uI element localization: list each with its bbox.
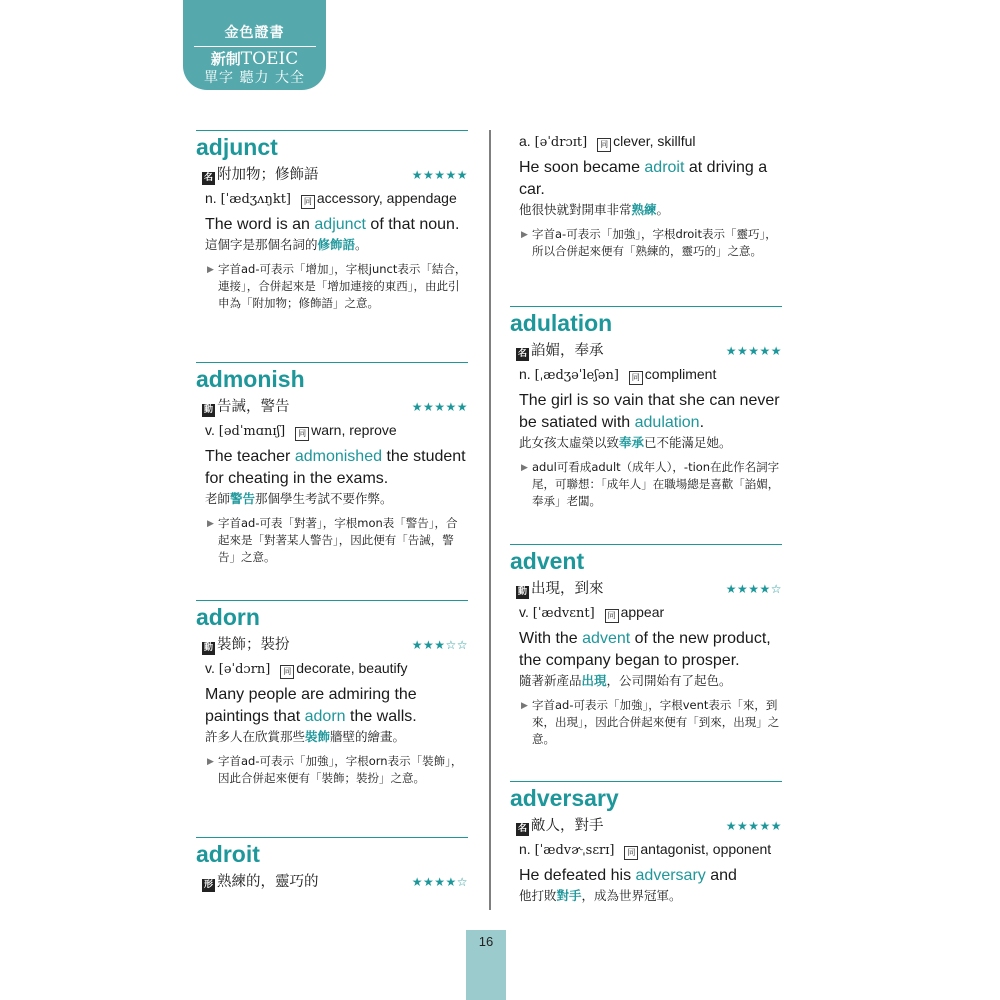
note-text: 字首a-可表示「加強」，字根droit表示「靈巧」，所以合併起來便有「熟練的，靈巧的」之意。 [532, 227, 777, 258]
part-of-speech: a. [519, 133, 531, 149]
pronunciation-row [196, 657, 468, 681]
example-text: With the [519, 630, 583, 647]
rating-stars: ★★★★★ [725, 819, 782, 833]
etymology-note [196, 515, 468, 566]
triangle-bullet-icon: ▶ [207, 757, 214, 767]
translation-highlight: 熟練 [631, 202, 657, 217]
meaning-row [510, 579, 782, 599]
synonyms: accessory, appendage [316, 190, 457, 206]
translation-text: 牆壁的繪畫。 [330, 729, 406, 744]
translation-highlight: 對手 [556, 888, 582, 903]
ipa: [ədˈmɑnɪʃ] [218, 424, 286, 439]
translation-text: 他很快就對開車非常 [519, 202, 632, 217]
pos-badge: 形 [203, 880, 213, 890]
headword: advent [510, 548, 585, 574]
example-highlight: adjunct [314, 216, 366, 233]
entry-rule [510, 544, 782, 545]
synonym-badge: 同 [597, 138, 611, 152]
example-sentence [510, 390, 782, 434]
column-divider [489, 130, 491, 910]
translation-text: 。 [355, 237, 368, 252]
entry-adorn [196, 600, 468, 787]
meaning-row [196, 165, 468, 185]
book-title-line [183, 50, 326, 68]
translation-text: ，公司開始有了起色。 [606, 673, 732, 688]
example-text: of that noun. [365, 216, 460, 233]
entry-rule [196, 362, 468, 363]
meaning-row [196, 397, 468, 417]
example-text: The teacher [205, 448, 295, 465]
part-of-speech: n. [205, 190, 217, 206]
etymology-note [196, 753, 468, 787]
chinese-meaning: 熟練的，靈巧的 [217, 874, 319, 890]
example-sentence [196, 214, 468, 236]
synonym-badge: 同 [295, 427, 309, 441]
example-text: the student for cheating in the exams. [205, 448, 466, 487]
chinese-meaning: 裝飾；裝扮 [217, 637, 290, 653]
note-text: 字首ad-可表示「增加」，字根junct表示「結合，連接」，合併起來是「增加連接的東西」，由此引申為「附加物；修飾語」之意。 [218, 262, 467, 310]
translation-text: 已不能滿足她。 [644, 435, 732, 450]
translation-highlight: 裝飾 [305, 729, 331, 744]
pronunciation-row [196, 419, 468, 443]
rating-stars: ★★★★★ [411, 168, 468, 182]
chinese-meaning: 附加物；修飾語 [217, 167, 319, 183]
translation-text: 隨著新產品 [519, 673, 582, 688]
pos-badge: 名 [203, 173, 213, 183]
pronunciation-row [510, 601, 782, 625]
example-translation [196, 728, 468, 745]
title-toeic: TOEIC [240, 49, 299, 69]
synonyms: appear [620, 604, 665, 620]
pronunciation-row [510, 838, 782, 862]
headword: adroit [196, 841, 260, 867]
entry-rule [196, 130, 468, 131]
ipa: [ˈædvɚˌsɛrɪ] [534, 843, 615, 858]
example-highlight: adorn [304, 708, 346, 725]
triangle-bullet-icon: ▶ [521, 463, 528, 473]
part-of-speech: v. [519, 604, 529, 620]
example-text: of the new product, the company began to prosper. [519, 630, 771, 669]
example-sentence [510, 865, 782, 887]
translation-text: 那個學生考試不要作弊。 [255, 491, 393, 506]
part-of-speech: n. [519, 841, 531, 857]
note-text: 字首ad-可表示「加強」，字根vent表示「來，到來，出現」，因此合併起來便有「到來，出現」之意。 [532, 698, 780, 746]
rating-stars: ★★★★☆ [725, 582, 782, 596]
part-of-speech: n. [519, 366, 531, 382]
entry-rule [510, 306, 782, 307]
synonyms: warn, reprove [311, 422, 397, 438]
example-highlight: adulation [634, 414, 700, 431]
rating-stars: ★★★★☆ [411, 875, 468, 889]
pos-badge: 名 [517, 349, 527, 359]
entry-advent [510, 544, 782, 748]
chinese-meaning: 告誡，警告 [217, 399, 290, 415]
translation-text: ，成為世界冠軍。 [581, 888, 682, 903]
title-prefix: 新制 [210, 50, 241, 68]
example-text: He defeated his [519, 867, 636, 884]
example-sentence [510, 157, 784, 201]
part-of-speech: v. [205, 422, 215, 438]
headword: adorn [196, 604, 260, 630]
entry-adversary [510, 781, 782, 904]
synonyms: antagonist, opponent [640, 841, 772, 857]
example-translation [510, 672, 782, 689]
example-highlight: adversary [635, 867, 706, 884]
note-text: 字首ad-可表示「加強」，字根orn表示「裝飾」，因此合併起來便有「裝飾；裝扮」之意。 [218, 754, 463, 785]
page-number: 16 [478, 934, 494, 949]
example-text: at driving a car. [519, 159, 768, 198]
synonyms: decorate, beautify [296, 660, 408, 676]
example-highlight: admonished [294, 448, 382, 465]
example-translation [510, 201, 784, 218]
rating-stars: ★★★★★ [725, 344, 782, 358]
pronunciation-row [510, 363, 782, 387]
pronunciation-row [510, 130, 784, 154]
translation-highlight: 出現 [581, 673, 607, 688]
headword: adulation [510, 310, 613, 336]
note-text: adul可看成adult（成年人），-tion在此作名詞字尾，可聯想：「成年人」在職場總是喜歡「諂媚，奉承」老闆。 [532, 460, 780, 508]
meaning-row [510, 816, 782, 836]
triangle-bullet-icon: ▶ [207, 265, 214, 275]
synonym-badge: 同 [629, 371, 643, 385]
pos-badge: 動 [203, 643, 213, 653]
part-of-speech: v. [205, 660, 215, 676]
ipa: [əˈdɔrn] [218, 662, 271, 677]
book-subtitle: 單字 聽力 大全 [204, 70, 305, 86]
synonym-badge: 同 [280, 665, 294, 679]
example-text: Many people are admiring the paintings that [205, 686, 417, 725]
example-text: and [705, 867, 737, 884]
example-text: . [699, 414, 705, 431]
triangle-bullet-icon: ▶ [207, 519, 214, 529]
entry-adulation [510, 306, 782, 510]
translation-text: 這個字是那個名詞的 [205, 237, 318, 252]
series-title: 金色證書 [224, 25, 285, 41]
etymology-note [196, 261, 468, 312]
headword: adjunct [196, 134, 278, 160]
rating-stars: ★★★☆☆ [411, 638, 468, 652]
book-title-tab [183, 0, 326, 90]
example-sentence [196, 446, 468, 490]
example-translation [196, 490, 468, 507]
headword: admonish [196, 366, 305, 392]
chinese-meaning: 敵人，對手 [531, 818, 604, 834]
example-translation [196, 236, 468, 253]
example-text: The word is an [205, 216, 315, 233]
example-highlight: advent [582, 630, 631, 647]
translation-highlight: 修飾語 [317, 237, 356, 252]
chinese-meaning: 出現，到來 [531, 581, 604, 597]
example-text: The girl is so vain that she can never be satiated with [519, 392, 780, 431]
pronunciation-row [196, 187, 468, 211]
synonym-badge: 同 [605, 609, 619, 623]
entry-rule [196, 600, 468, 601]
synonym-badge: 同 [301, 195, 315, 209]
etymology-note [510, 697, 782, 748]
etymology-note [510, 226, 784, 260]
synonyms: compliment [644, 366, 717, 382]
meaning-row [196, 872, 468, 892]
entry-adroit-continued [510, 128, 784, 260]
example-text: the walls. [345, 708, 417, 725]
ipa: [ˈædvɛnt] [532, 606, 595, 621]
meaning-row [510, 341, 782, 361]
example-translation [510, 434, 782, 451]
translation-text: 此女孩太虛榮以致 [519, 435, 620, 450]
etymology-note [510, 459, 782, 510]
triangle-bullet-icon: ▶ [521, 230, 528, 240]
translation-text: 老師 [205, 491, 231, 506]
pos-badge: 動 [517, 587, 527, 597]
example-sentence [196, 684, 468, 728]
translation-highlight: 奉承 [619, 435, 645, 450]
example-highlight: adroit [644, 159, 685, 176]
entry-rule [196, 837, 468, 838]
translation-text: 他打敗 [519, 888, 557, 903]
ipa: [əˈdrɔɪt] [534, 135, 588, 150]
headword: adversary [510, 785, 619, 811]
translation-text: 許多人在欣賞那些 [205, 729, 306, 744]
example-text: He soon became [519, 159, 645, 176]
pos-badge: 名 [517, 824, 527, 834]
entry-rule [510, 781, 782, 782]
ipa: [ˌædʒəˈleʃən] [534, 368, 619, 383]
meaning-row [196, 635, 468, 655]
pos-badge: 動 [203, 405, 213, 415]
entry-adroit-head [196, 837, 468, 892]
example-translation [510, 887, 782, 904]
synonyms: clever, skillful [613, 133, 696, 149]
translation-highlight: 警告 [230, 491, 256, 506]
tab-divider [194, 46, 316, 47]
entry-adjunct [196, 130, 468, 312]
rating-stars: ★★★★★ [411, 400, 468, 414]
synonym-badge: 同 [624, 846, 638, 860]
chinese-meaning: 諂媚，奉承 [531, 343, 604, 359]
example-sentence [510, 628, 782, 672]
entry-admonish [196, 362, 468, 566]
ipa: [ˈædʒʌŋkt] [220, 192, 291, 207]
note-text: 字首ad-可表「對著」，字根mon表「警告」，合起來是「對著某人警告」，因此便有「告誡，警告」之意。 [218, 516, 458, 564]
translation-text: 。 [656, 202, 670, 217]
triangle-bullet-icon: ▶ [521, 701, 528, 711]
